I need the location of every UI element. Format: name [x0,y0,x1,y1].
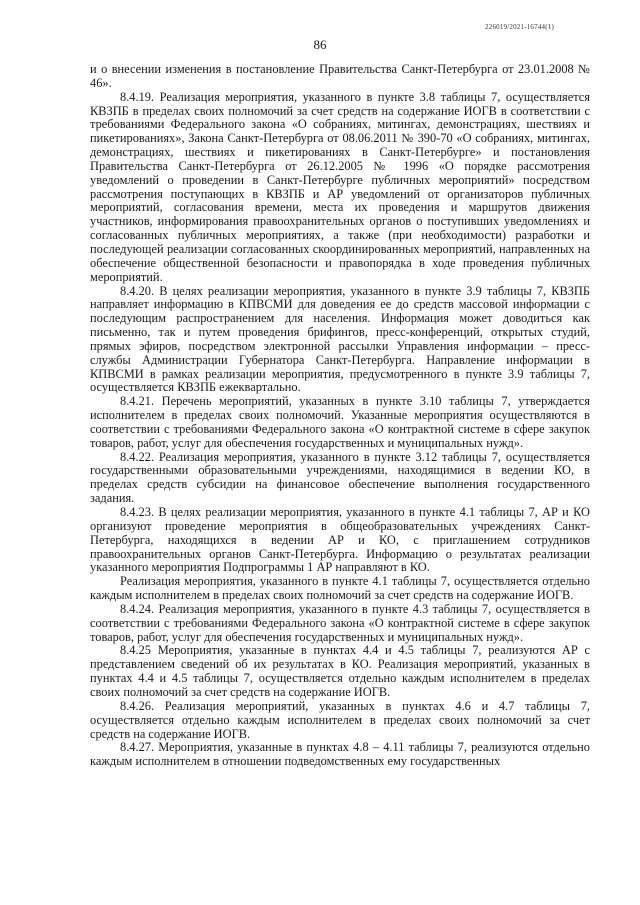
paragraph-8-4-23-funding: Реализация мероприятия, указанного в пункте 4.1 таблицы 7, осуществляется отдельно каждым исполнителем в пределах своих полномочий за счет средств на содержание ИОГВ. [90,574,590,603]
document-body [90,63,590,769]
paragraph-8-4-20: 8.4.20. В целях реализации мероприятия, указанного в пункте 3.9 таблицы 7, КВЗПБ направляет информацию в КПВСМИ для доведения ее до средств массовой информации с последующим распространением для населения. Информация может доводиться как письменно, так и путем проведения брифингов, пресс-конференций, открытых студий, прямых эфиров, посредством электронной рассылки Управления информации – пресс-службы Администрации Губернатора Санкт-Петербурга. Направление информации в КПВСМИ в рамках реализации мероприятия, предусмотренного в пункте 3.9 таблицы 7, осуществляется КВЗПБ ежеквартально. [90,283,590,395]
paragraph-8-4-21: 8.4.21. Перечень мероприятий, указанных в пункте 3.10 таблицы 7, утверждается исполнителем в пределах своих полномочий. Указанные мероприятия осуществляются в соответствии с требованиями Федерального закона «О контрактной системе в сфере закупок товаров, работ, услуг для обеспечения государственных и муниципальных нужд». [90,394,590,450]
paragraph-8-4-27: 8.4.27. Мероприятия, указанные в пунктах 4.8 – 4.11 таблицы 7, реализуются отдельно каждым исполнителем в отношении подведомственных ему государственных [90,740,590,769]
paragraph-8-4-19: 8.4.19. Реализация мероприятия, указанного в пункте 3.8 таблицы 7, осуществляется КВЗПБ в пределах своих полномочий за счет средств на содержание ИОГВ в соответствии с требованиями Федерального закона «О собраниях, митингах, демонстрациях, шествиях и пикетированиях», Закона Санкт-Петербурга от 08.06.2011 № 390-70 «О собраниях, митингах, демонстрациях, шествиях и пикетированиях в Санкт-Петербурге» и постановления Правительства Санкт-Петербурга от 26.12.2005 № 1996 «О порядке рассмотрения уведомлений о проведении в Санкт-Петербурге публичных мероприятий» посредством рассмотрения поступающих в КВЗПБ и АР уведомлений от организаторов публичных мероприятий, согласования времени, места их проведения и маршрутов движения участников, информирования правоохранительных органов о поступивших уведомлениях и согласованных публичных мероприятиях, а также (при необходимости) разработки и последующей реализации согласованных скоординированных мероприятий, направленных на обеспечение общественной безопасности и правопорядка в ходе проведения публичных мероприятий. [90,89,590,284]
document-registration-code: 226019/2021-16744(1) [485,23,554,31]
paragraph-8-4-22: 8.4.22. Реализация мероприятия, указанного в пункте 3.12 таблицы 7, осуществляется государственными образовательными учреждениями, находящимися в ведении КО, в пределах средств субсидии на финансовое обеспечение выполнения государственного задания. [90,449,590,506]
page-number: 86 [313,37,327,52]
paragraph-8-4-24: 8.4.24. Реализация мероприятия, указанного в пункте 4.3 таблицы 7, осуществляется в соответствии с требованиями Федерального закона «О контрактной системе в сфере закупок товаров, работ, услуг для обеспечения государственных и муниципальных нужд». [90,601,590,644]
paragraph-8-4-25: 8.4.25 Мероприятия, указанные в пунктах 4.4 и 4.5 таблицы 7, реализуются АР с представлением сведений об их результатах в КО. Реализация мероприятий, указанных в пунктах 4.4 и 4.5 таблицы 7, осуществляется отдельно каждым исполнителем в пределах своих полномочий за счет средств на содержание ИОГВ. [90,643,590,699]
paragraph-continuation: и о внесении изменения в постановление Правительства Санкт-Петербурга от 23.01.2008 № 46». [90,62,590,90]
paragraph-8-4-23: 8.4.23. В целях реализации мероприятия, указанного в пункте 4.1 таблицы 7, АР и КО организуют проведение мероприятия в общеобразовательных учреждениях Санкт-Петербурга, находящихся в ведении АР и КО, с приглашением сотрудников правоохранительных органов Санкт-Петербурга. Информацию о результатах реализации указанного мероприятия Подпрограммы 1 АР направляют в КО. [90,505,590,575]
paragraph-8-4-26: 8.4.26. Реализация мероприятий, указанных в пунктах 4.6 и 4.7 таблицы 7, осуществляется отдельно каждым исполнителем в пределах своих полномочий за счет средств на содержание ИОГВ. [90,698,590,741]
